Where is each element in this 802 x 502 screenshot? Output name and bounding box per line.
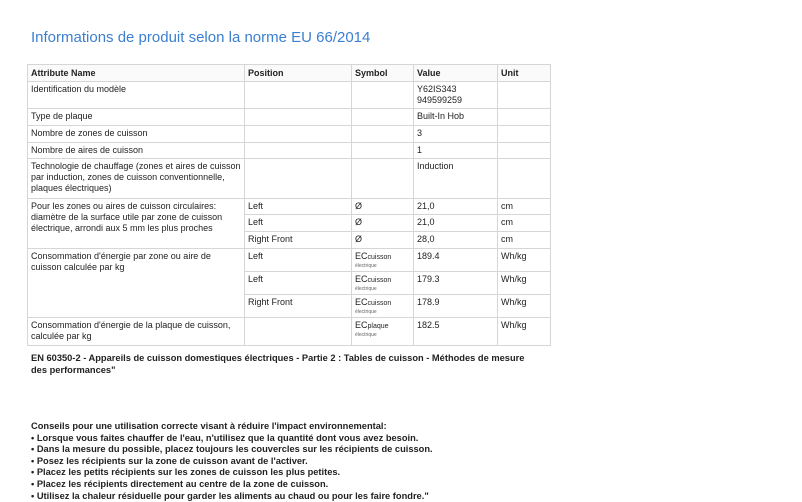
attribute-name: Nombre de zones de cuisson <box>28 126 245 143</box>
table-row <box>28 159 551 199</box>
unit-cell: cm <box>498 199 551 215</box>
attribute-name: Nombre de aires de cuisson <box>28 143 245 159</box>
symbol-cell: ECcuisson électrique <box>352 295 414 318</box>
attribute-name: Technologie de chauffage (zones et aires de cuisson par induction, zones de cuisson conventionnelle, plaques électriques) <box>28 159 245 199</box>
value-cell: 178.9 <box>414 295 498 318</box>
unit-cell: Wh/kg <box>498 249 551 272</box>
attribute-name: Type de plaque <box>28 109 245 126</box>
header-attribute: Attribute Name <box>28 65 245 82</box>
page-title: Informations de produit selon la norme EU 66/2014 <box>31 29 371 46</box>
table-row <box>28 249 551 272</box>
header-value: Value <box>414 65 498 82</box>
position-cell: Left <box>245 272 352 295</box>
norm-reference: EN 60350-2 - Appareils de cuisson domestiques électriques - Partie 2 : Tables de cuisson - Méthodes de mesure des performances" <box>31 353 525 375</box>
value-cell: 189.4 <box>414 249 498 272</box>
attribute-name: Identification du modèle <box>28 82 245 109</box>
attribute-name: Consommation d'énergie par zone ou aire de cuisson calculée par kg <box>28 249 245 318</box>
symbol-cell: Ø <box>352 215 414 232</box>
symbol-cell: Ø <box>352 232 414 249</box>
position-cell: Left <box>245 215 352 232</box>
tip-item: • Placez les petits récipients sur les zones de cuisson les plus petites. <box>31 467 341 478</box>
unit-cell: Wh/kg <box>498 272 551 295</box>
position-cell: Right Front <box>245 295 352 318</box>
attribute-name: Pour les zones ou aires de cuisson circulaires: diamètre de la surface utile par zone de cuisson électrique, arrondi aux 5 mm les plus proches <box>28 199 245 249</box>
tip-item: • Dans la mesure du possible, placez toujours les couvercles sur les récipients de cuisson. <box>31 444 433 455</box>
value-cell: 21,0 <box>414 199 498 215</box>
value-cell: 28,0 <box>414 232 498 249</box>
value-cell: Built-In Hob <box>414 109 498 126</box>
value-cell: 3 <box>414 126 498 143</box>
value-cell: 1 <box>414 143 498 159</box>
header-symbol: Symbol <box>352 65 414 82</box>
product-info-table <box>27 64 551 346</box>
position-cell: Left <box>245 249 352 272</box>
table-header <box>28 65 551 82</box>
tip-item: • Utilisez la chaleur résiduelle pour garder les aliments au chaud ou pour les faire fondre." <box>31 490 429 501</box>
table-row <box>28 126 551 143</box>
tip-item: • Posez les récipients sur la zone de cuisson avant de l'activer. <box>31 455 308 466</box>
value-cell: 179.3 <box>414 272 498 295</box>
position-cell: Left <box>245 199 352 215</box>
table-row <box>28 143 551 159</box>
value-cell <box>414 82 498 109</box>
unit-cell: Wh/kg <box>498 318 551 346</box>
product-number: 949599259 <box>417 95 463 105</box>
tips-heading: Conseils pour une utilisation correcte visant à réduire l'impact environnemental: <box>31 421 387 431</box>
model-id: Y62IS343 <box>417 84 457 94</box>
table-row <box>28 82 551 109</box>
attribute-name: Consommation d'énergie de la plaque de cuisson, calculée par kg <box>28 318 245 346</box>
value-cell: Induction <box>414 159 498 199</box>
unit-cell: cm <box>498 232 551 249</box>
header-unit: Unit <box>498 65 551 82</box>
unit-cell: Wh/kg <box>498 295 551 318</box>
table-row <box>28 109 551 126</box>
unit-cell: cm <box>498 215 551 232</box>
table-row <box>28 199 551 215</box>
position-cell: Right Front <box>245 232 352 249</box>
symbol-cell: ECplaque électrique <box>352 318 414 346</box>
symbol-cell: Ø <box>352 199 414 215</box>
tip-item: • Placez les récipients directement au centre de la zone de cuisson. <box>31 478 329 489</box>
environment-tips <box>31 421 433 502</box>
table-row <box>28 318 551 346</box>
symbol-cell: ECcuisson électrique <box>352 249 414 272</box>
value-cell: 21,0 <box>414 215 498 232</box>
header-position: Position <box>245 65 352 82</box>
symbol-cell: ECcuisson électrique <box>352 272 414 295</box>
value-cell: 182.5 <box>414 318 498 346</box>
tip-item: • Lorsque vous faites chauffer de l'eau, n'utilisez que la quantité dont vous avez besoin. <box>31 432 419 443</box>
